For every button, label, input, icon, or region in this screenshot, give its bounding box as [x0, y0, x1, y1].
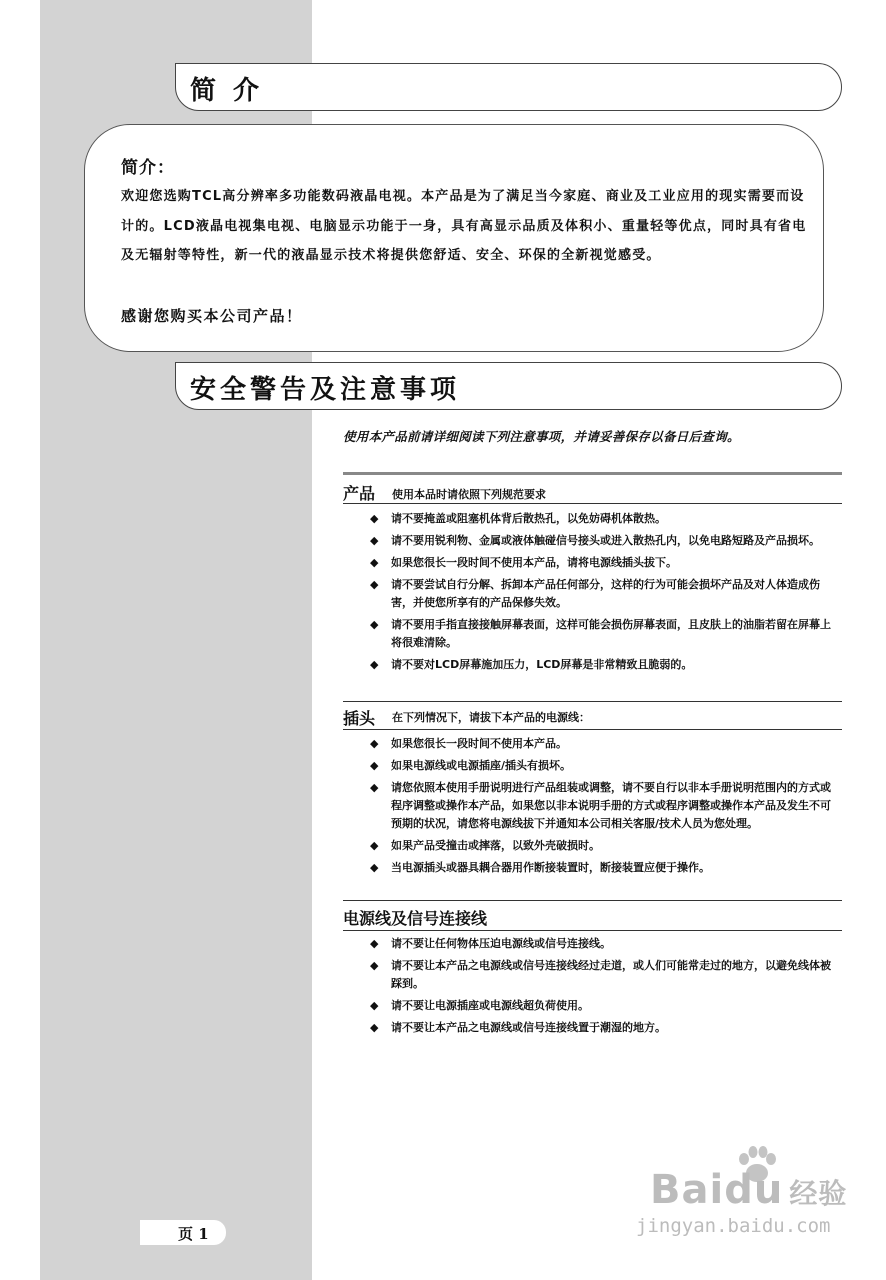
diamond-bullet-icon: ◆ — [370, 534, 379, 547]
diamond-bullet-icon: ◆ — [370, 999, 379, 1012]
item-text: 请您依照本使用手册说明进行产品组装或调整，请不要自行以非本手册说明范围内的方式或程序调整或操作本产品，如果您以非本说明手册的方式或程序调整或操作本产品及发生不可预期的状况，请您将电源线拔下并通知本公司相关客服/技术人员为您处理。 — [391, 781, 831, 830]
intro-section-title: 简 介 — [190, 76, 264, 106]
divider — [343, 503, 842, 504]
item-text: 如果您很长一段时间不使用本产品。 — [391, 737, 567, 750]
safety-section-header — [175, 362, 842, 410]
list-item — [370, 757, 840, 775]
list-item — [370, 935, 840, 953]
item-text: 请不要让任何物体压迫电源线或信号连接线。 — [391, 937, 611, 950]
watermark-brand — [650, 1167, 847, 1213]
item-text: 如果您很长一段时间不使用本产品，请将电源线插头拔下。 — [391, 556, 677, 569]
list-item — [370, 957, 840, 993]
diamond-bullet-icon: ◆ — [370, 737, 379, 750]
diamond-bullet-icon: ◆ — [370, 959, 379, 972]
safety-section-title: 安全警告及注意事项 — [190, 375, 461, 405]
watermark-brand-bai: Bai — [650, 1167, 725, 1213]
list-item — [370, 616, 840, 652]
item-text: 如果电源线或电源插座/插头有损坏。 — [391, 759, 572, 772]
intro-box — [84, 124, 824, 352]
item-text: 请不要让本产品之电源线或信号连接线置于潮湿的地方。 — [391, 1021, 666, 1034]
list-item — [370, 576, 840, 612]
item-text: 请不要掩盖或阻塞机体背后散热孔，以免妨碍机体散热。 — [391, 512, 666, 525]
item-text: 如果产品受撞击或摔落，以致外壳破损时。 — [391, 839, 600, 852]
list-item — [370, 779, 840, 833]
diamond-bullet-icon: ◆ — [370, 556, 379, 569]
list-item — [370, 1019, 840, 1037]
category-title: 电源线及信号连接线 — [343, 909, 488, 928]
divider — [343, 900, 842, 901]
item-text: 当电源插头或器具耦合器用作断接装置时，断接装置应便于操作。 — [391, 861, 710, 874]
item-text: 请不要对LCD屏幕施加压力，LCD屏幕是非常精致且脆弱的。 — [391, 658, 693, 671]
item-text: 请不要让本产品之电源线或信号连接线经过走道，或人们可能常走过的地方，以避免线体被踩到。 — [391, 959, 831, 990]
item-text: 请不要让电源插座或电源线超负荷使用。 — [391, 999, 589, 1012]
list-item — [370, 859, 840, 877]
category-description: 使用本品时请依照下列规范要求 — [392, 488, 546, 501]
intro-section-header — [175, 63, 842, 111]
list-item — [370, 532, 840, 550]
list-item — [370, 997, 840, 1015]
item-text: 请不要用锐利物、金属或液体触碰信号接头或进入散热孔内，以免电路短路及产品损坏。 — [391, 534, 820, 547]
watermark-url: jingyan.baidu.com — [636, 1215, 831, 1237]
page-number-tab — [140, 1220, 226, 1245]
diamond-bullet-icon: ◆ — [370, 861, 379, 874]
divider — [343, 930, 842, 931]
item-text: 请不要尝试自行分解、拆卸本产品任何部分，这样的行为可能会损坏产品及对人体造成伤害，并使您所享有的产品保修失效。 — [391, 578, 820, 609]
category-list — [370, 735, 840, 881]
intro-heading: 简介： — [121, 158, 175, 178]
list-item — [370, 656, 840, 674]
diamond-bullet-icon: ◆ — [370, 512, 379, 525]
list-item — [370, 510, 840, 528]
intro-paragraph: 欢迎您选购TCL高分辨率多功能数码液晶电视。本产品是为了满足当今家庭、商业及工业应用的现实需要而设计的。LCD液晶电视集电视、电脑显示功能于一身，具有高显示品质及体积小、重量轻等优点，同时具有省电及无辐射等特性，新一代的液晶显示技术将提供您舒适、安全、环保的全新视觉感受。 — [121, 189, 807, 263]
category-title: 产品 — [343, 484, 376, 503]
item-text: 请不要用手指直接接触屏幕表面，这样可能会损伤屏幕表面，且皮肤上的油脂若留在屏幕上将很难清除。 — [391, 618, 831, 649]
notice-text: 使用本产品前请详细阅读下列注意事项，并请妥善保存以备日后查询。 — [343, 429, 740, 444]
diamond-bullet-icon: ◆ — [370, 658, 379, 671]
category-list — [370, 935, 840, 1041]
baidu-jingyan-watermark — [636, 1145, 850, 1255]
intro-thanks: 感谢您购买本公司产品！ — [121, 307, 303, 325]
divider — [343, 472, 842, 475]
diamond-bullet-icon: ◆ — [370, 759, 379, 772]
category-description: 在下列情况下，请拔下本产品的电源线： — [392, 711, 590, 724]
diamond-bullet-icon: ◆ — [370, 781, 379, 794]
list-item — [370, 735, 840, 753]
category-title: 插头 — [343, 709, 376, 728]
diamond-bullet-icon: ◆ — [370, 618, 379, 631]
divider — [343, 729, 842, 730]
list-item — [370, 837, 840, 855]
list-item — [370, 554, 840, 572]
diamond-bullet-icon: ◆ — [370, 937, 379, 950]
watermark-brand-du: du — [724, 1167, 784, 1213]
diamond-bullet-icon: ◆ — [370, 839, 379, 852]
diamond-bullet-icon: ◆ — [370, 578, 379, 591]
page-number: 页 1 — [178, 1225, 209, 1243]
divider — [343, 701, 842, 702]
category-list — [370, 510, 840, 678]
diamond-bullet-icon: ◆ — [370, 1021, 379, 1034]
watermark-brand-cn: 经验 — [789, 1177, 848, 1210]
